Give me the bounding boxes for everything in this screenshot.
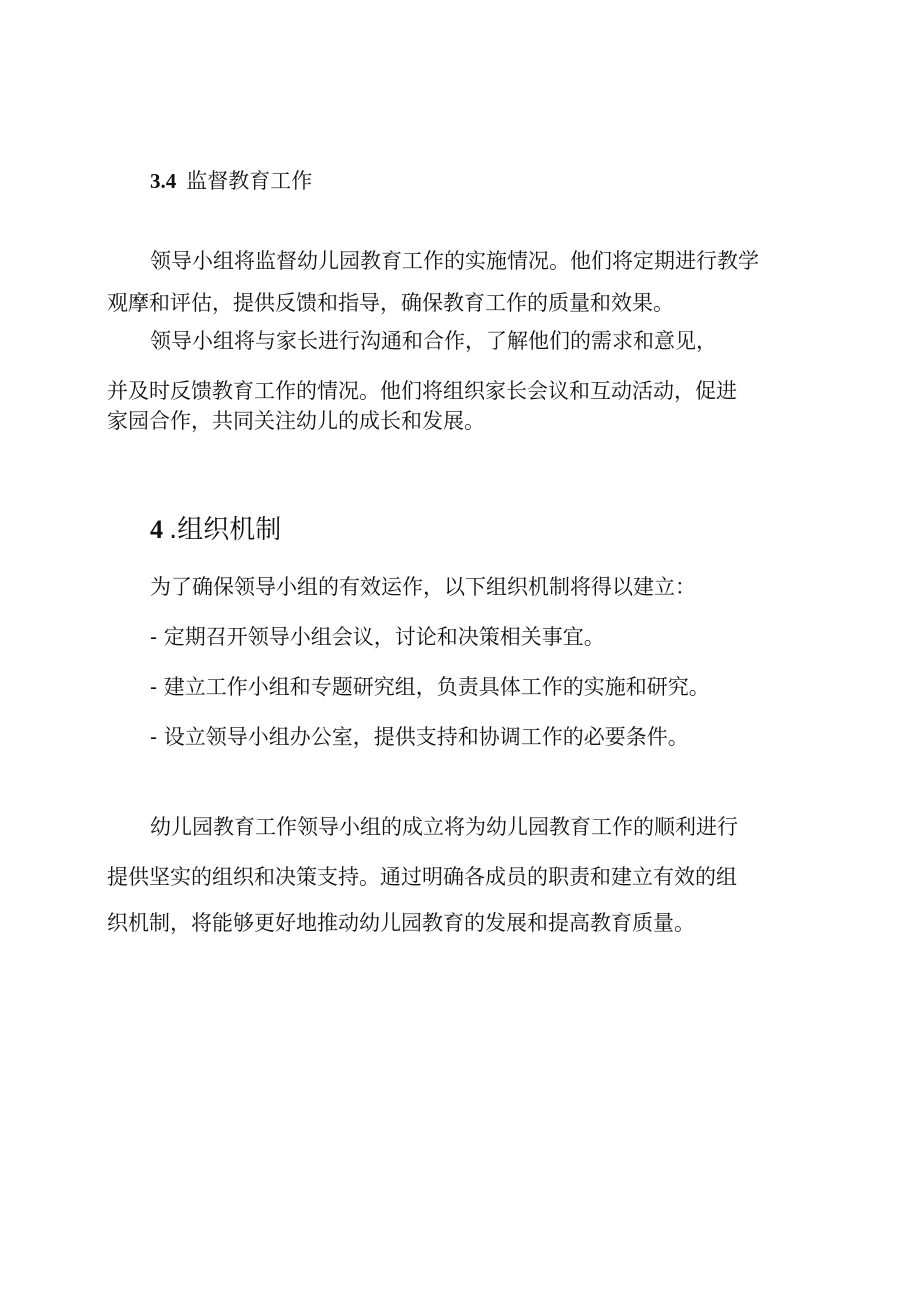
section-title: .组织机制 (169, 515, 282, 545)
paragraph-line: 观摩和评估，提供反馈和指导，确保教育工作的质量和效果。 (107, 291, 674, 315)
list-item: - 定期召开领导小组会议，讨论和决策相关事宜。 (150, 625, 605, 649)
paragraph-line: 并及时反馈教育工作的情况。他们将组织家长会议和互动活动，促进 (107, 379, 737, 403)
section-heading-4 (150, 512, 281, 548)
paragraph-line: 领导小组将监督幼儿园教育工作的实施情况。他们将定期进行教学 (150, 249, 759, 273)
section-number: 3.4 (150, 169, 177, 193)
conclusion-line: 幼儿园教育工作领导小组的成立将为幼儿园教育工作的顺利进行 (150, 815, 738, 839)
paragraph-line: 家园合作，共同关注幼儿的成长和发展。 (107, 409, 485, 433)
section-heading-3-4 (150, 166, 312, 196)
conclusion-line: 织机制，将能够更好地推动幼儿园教育的发展和提高教育质量。 (107, 911, 695, 935)
section-title: 监督教育工作 (186, 169, 313, 193)
section-number: 4 (150, 515, 163, 544)
list-item: - 建立工作小组和专题研究组，负责具体工作的实施和研究。 (150, 675, 710, 699)
paragraph-line: 领导小组将与家长进行沟通和合作，了解他们的需求和意见， (150, 329, 717, 353)
list-item: - 设立领导小组办公室，提供支持和协调工作的必要条件。 (150, 725, 689, 749)
conclusion-line: 提供坚实的组织和决策支持。通过明确各成员的职责和建立有效的组 (107, 865, 737, 889)
intro-line: 为了确保领导小组的有效运作，以下组织机制将得以建立： (150, 575, 696, 599)
